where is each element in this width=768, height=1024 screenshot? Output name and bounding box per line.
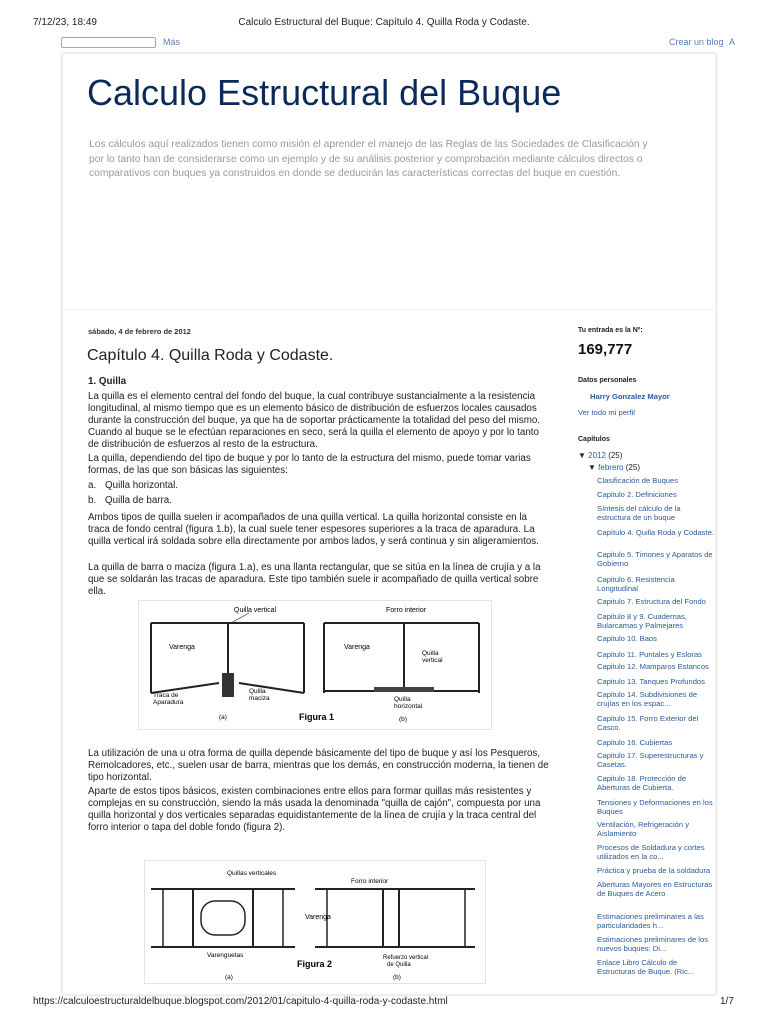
svg-text:Quilla: Quilla (422, 650, 439, 657)
header-divider (62, 309, 714, 310)
svg-text:Varenguetas: Varenguetas (207, 952, 244, 959)
svg-text:Quilla: Quilla (394, 696, 411, 703)
svg-text:de Quilla: de Quilla (387, 962, 411, 968)
chapter-link[interactable]: Estimaciones preliminares a las particularidades h... (597, 912, 704, 930)
counter-label: Tu entrada es la Nº: (578, 327, 643, 334)
expand-toggle-icon[interactable]: ▼ (588, 463, 596, 472)
svg-text:Quilla: Quilla (249, 688, 266, 695)
chapter-link[interactable]: Estimaciones preliminares de los nuevos buques: Di... (597, 935, 708, 953)
svg-text:Varenga: Varenga (344, 644, 370, 651)
list-item: b. Quilla de barra. (88, 495, 172, 506)
blog-description: Los cálculos aquí realizados tienen como misión el aprender el manejo de las Reglas de las Sociedades de Clasificación y por lo tanto han de considerarse como un ejemplo y de su análisis posterior y comprobación mediante cálculos directos o comparativos con buques ya construidos en donde se deducirán las características correctas del buque en cuestión. (89, 139, 648, 179)
post-paragraph: Ambos tipos de quilla suelen ir acompañados de una quilla vertical. La quilla horizontal consiste en la traca de fondo central (figura 1.b), la cual suele tener espesores superiores a la traca de aparadura. La quilla vertical irá soldada sobre ella directamente por ambos lados, y será continua y sin aligeramientos. (88, 512, 539, 547)
chapters-label: Capítulos (578, 436, 610, 443)
chapter-link[interactable]: Capitulo 16. Cubiertas (597, 738, 673, 747)
svg-text:(b): (b) (393, 974, 401, 981)
svg-text:(a): (a) (225, 974, 233, 981)
svg-text:Refuerzo vertical: Refuerzo vertical (383, 955, 429, 961)
chapter-link[interactable]: Capitulo 13. Tanques Profundos (597, 677, 705, 686)
search-input[interactable] (61, 37, 156, 48)
profile-name-link[interactable]: Harry Gonzalez Mayor (590, 392, 670, 401)
chapter-link[interactable]: Procesos de Soldadura y cortes utilizados en la co... (597, 843, 705, 861)
svg-text:Varenga: Varenga (305, 914, 331, 921)
archive-year-link[interactable]: 2012 (588, 451, 606, 460)
figure-1-drawing (139, 601, 491, 729)
chapter-link[interactable]: Capitulo 6. Resistencia Longitudinal (597, 575, 675, 593)
chapter-link[interactable]: Capitulo 18. Protección de Aberturas de Cubierta. (597, 774, 687, 792)
more-link[interactable]: Más (163, 37, 181, 47)
bar-keel (222, 673, 234, 697)
chapter-link[interactable]: Enlace Libro Cálculo de Estructuras de Buque. (Ric... (597, 958, 695, 976)
svg-text:Quilla vertical: Quilla vertical (234, 607, 277, 614)
figure-1 (138, 600, 492, 730)
svg-text:Forro interior: Forro interior (351, 878, 389, 885)
blogger-navbar (0, 33, 768, 51)
visit-counter: 169,777 (578, 341, 633, 358)
page-url: https://calculoestructuraldelbuque.blogspot.com/2012/01/capitulo-4-quilla-roda-y-codaste.html (33, 996, 448, 1007)
chapter-link[interactable]: Capitulo 11. Puntales y Esloras (597, 650, 702, 659)
post-date: sábado, 4 de febrero de 2012 (88, 327, 191, 336)
chapter-link[interactable]: Capitulo 5. Timones y Aparatos de Gobierno (597, 550, 713, 568)
archive-month-link[interactable]: febrero (598, 463, 624, 472)
post-paragraph: Aparte de estos tipos básicos, existen combinaciones entre ellos para formar quillas más resistentes y complejas en su construcción, siendo la más usada la denominada "quilla de cajón", compuesta por una quilla horizontal y dos verticales separadas equidistantemente de la línea de crujía y la traca central del forro interior o tapa del doble fondo (figura 2). (88, 786, 541, 833)
chapter-link[interactable]: Capitulo 17. Superestructuras y Casetas. (597, 751, 704, 769)
svg-text:Figura 1: Figura 1 (299, 712, 335, 722)
chapter-link[interactable]: Capítulo 4. Quilla Roda y Codaste. (597, 528, 714, 537)
svg-text:(a): (a) (219, 714, 227, 721)
archive-month[interactable]: ▼ febrero (25) (588, 463, 640, 472)
post-paragraph: La utilización de una u otra forma de quilla depende básicamente del tipo de buque y así los Pesqueros, Remolcadores, etc., suelen usar de barra, mientras que los demás, en construcción moderna, la tienen de tipo horizontal. (88, 748, 549, 783)
svg-text:Figura 2: Figura 2 (297, 959, 333, 969)
chapter-link[interactable]: Capitulo 8 y 9. Cuadernas, Bularcamas y Palmejares (597, 612, 687, 630)
svg-text:Quillas verticales: Quillas verticales (227, 870, 277, 877)
svg-text:horizontal: horizontal (394, 703, 423, 710)
post-title[interactable]: Capítulo 4. Quilla Roda y Codaste. (87, 347, 334, 364)
archive-year[interactable]: ▼ 2012 (25) (578, 451, 623, 460)
profile-link[interactable]: Ver todo mi perfil (578, 408, 635, 417)
svg-text:Traca de: Traca de (153, 692, 179, 699)
chapter-link[interactable]: Capitulo 15. Forro Exterior del Casco. (597, 714, 699, 732)
svg-text:maciza: maciza (249, 695, 270, 702)
print-header (0, 0, 768, 30)
chapter-link[interactable]: Capitulo 10. Baos (597, 634, 657, 643)
blog-title[interactable]: Calculo Estructural del Buque (87, 72, 562, 113)
chapter-link[interactable]: Clasificación de Buques (597, 476, 679, 485)
chapter-link[interactable]: Ventilación, Refrigeración y Aislamiento (597, 820, 690, 838)
svg-text:Varenga: Varenga (169, 644, 195, 651)
list-item: a. Quilla horizontal. (88, 480, 178, 491)
svg-text:Aparadura: Aparadura (153, 699, 184, 706)
print-title: Calculo Estructural del Buque: Capítulo 4. Quilla Roda y Codaste. (238, 17, 530, 28)
post-paragraph: La quilla es el elemento central del fondo del buque, la cual contribuye sustancialmente a la resistencia longitudinal, al mismo tiempo que es un elemento básico de distribución de esfuerzos locales causados durante la construcción del buque, ya que ha de soportar prácticamente la totalidad del peso del mismo. Cuando al buque se le efectúan reparaciones en seco, será la quilla el elemento de apoyo y por lo tanto de distribución de esfuerzos al resto de la estructura. (88, 391, 541, 450)
chapter-link[interactable]: Tensiones y Deformaciones en los Buques (597, 798, 713, 816)
chapter-link[interactable]: Práctica y prueba de la soldadura (597, 866, 711, 875)
create-blog-link[interactable]: Crear un blog (669, 37, 724, 47)
print-date: 7/12/23, 18:49 (33, 17, 97, 28)
page-number: 1/7 (720, 996, 734, 1007)
expand-toggle-icon[interactable]: ▼ (578, 451, 586, 460)
chapter-link[interactable]: Aberturas Mayores en Estructuras de Buques de Acero (597, 880, 713, 898)
chapter-link[interactable]: Capitulo 12. Mamparos Estancos (597, 662, 709, 671)
section-heading: 1. Quilla (88, 376, 127, 387)
chapter-link[interactable]: Capitulo 14. Subdivisiones de crujías en los espac... (597, 690, 698, 708)
svg-text:(b): (b) (399, 716, 407, 723)
chapter-link[interactable]: Capitulo 7. Estructura del Fondo (597, 597, 706, 606)
chapter-link[interactable]: Capitulo 2. Definiciones (597, 490, 677, 499)
chapter-link[interactable]: Síntesis del cálculo de la estructura de un buque (597, 504, 681, 522)
svg-text:Forro interior: Forro interior (386, 607, 427, 614)
profile-label: Datos personales (578, 377, 637, 384)
post-paragraph: La quilla, dependiendo del tipo de buque y por lo tanto de la estructura del mismo, puede tomar varias formas, de las que son básicas las siguientes: (88, 453, 531, 476)
post-paragraph: La quilla de barra o maciza (figura 1.a), es una llanta rectangular, que se sitúa en la línea de crujía y a la que se soldarán las tracas de aparadura. Este tipo también suele ir acompañado de quilla vertical sobre ella. (88, 562, 541, 597)
figure-2 (144, 860, 486, 984)
signin-link[interactable]: A (729, 37, 736, 47)
figure-2-drawing (145, 861, 485, 983)
svg-text:vertical: vertical (422, 657, 443, 664)
flat-keel (374, 687, 434, 692)
